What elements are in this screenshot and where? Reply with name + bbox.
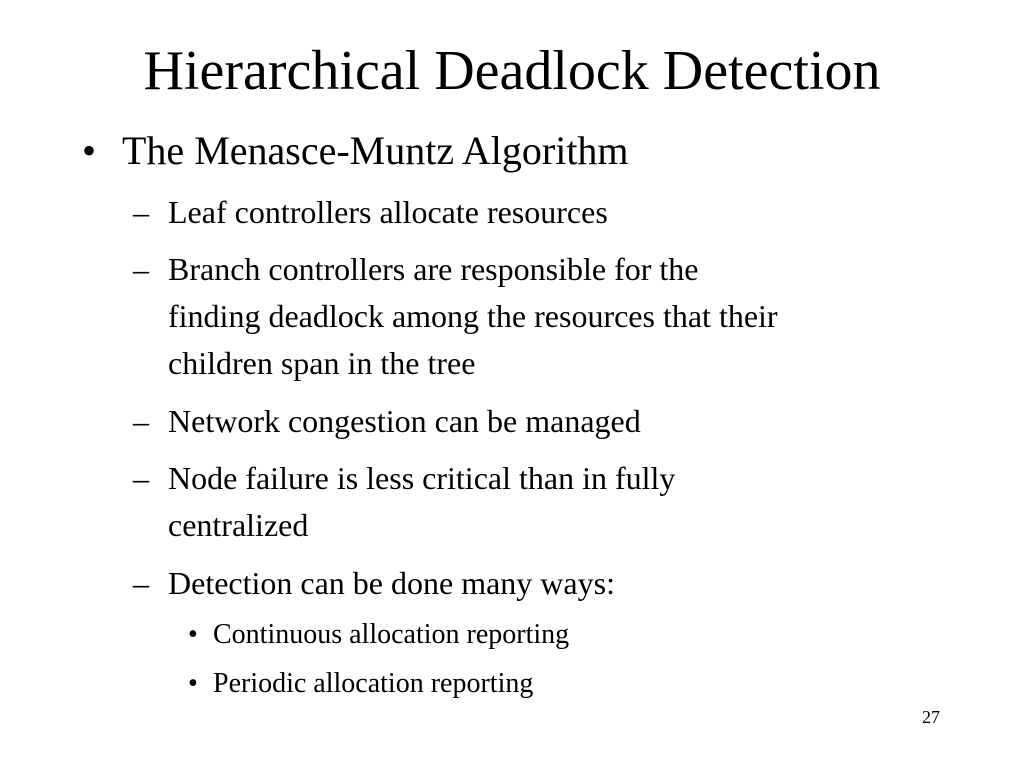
small-bullet-icon: •: [188, 619, 198, 650]
level2-item-3-line-1: centralized: [168, 507, 309, 543]
level2-item-1-line-0: Branch controllers are responsible for the: [168, 251, 699, 287]
level2-item-2-line-0: Network congestion can be managed: [168, 403, 641, 439]
level3-item-0: Continuous allocation reporting: [213, 619, 570, 650]
level2-item-3-line-0: Node failure is less critical than in fully: [168, 460, 676, 496]
bullet-icon: •: [82, 128, 97, 173]
level2-item-0-line-0: Leaf controllers allocate resources: [168, 194, 608, 230]
dash-icon: –: [133, 565, 149, 601]
slide-title: Hierarchical Deadlock Detection: [143, 40, 881, 102]
dash-icon: –: [133, 403, 149, 439]
small-bullet-icon: •: [188, 668, 198, 699]
level2-item-4-line-0: Detection can be done many ways:: [168, 565, 615, 601]
level2-item-1-line-2: children span in the tree: [168, 345, 476, 381]
level3-item-1: Periodic allocation reporting: [213, 668, 534, 699]
dash-icon: –: [133, 251, 149, 287]
dash-icon: –: [133, 460, 149, 496]
level1-item-text: The Menasce-Muntz Algorithm: [122, 128, 629, 173]
page-number: 27: [922, 707, 940, 727]
dash-icon: –: [133, 194, 149, 230]
level2-item-1-line-1: finding deadlock among the resources that their: [168, 298, 778, 334]
